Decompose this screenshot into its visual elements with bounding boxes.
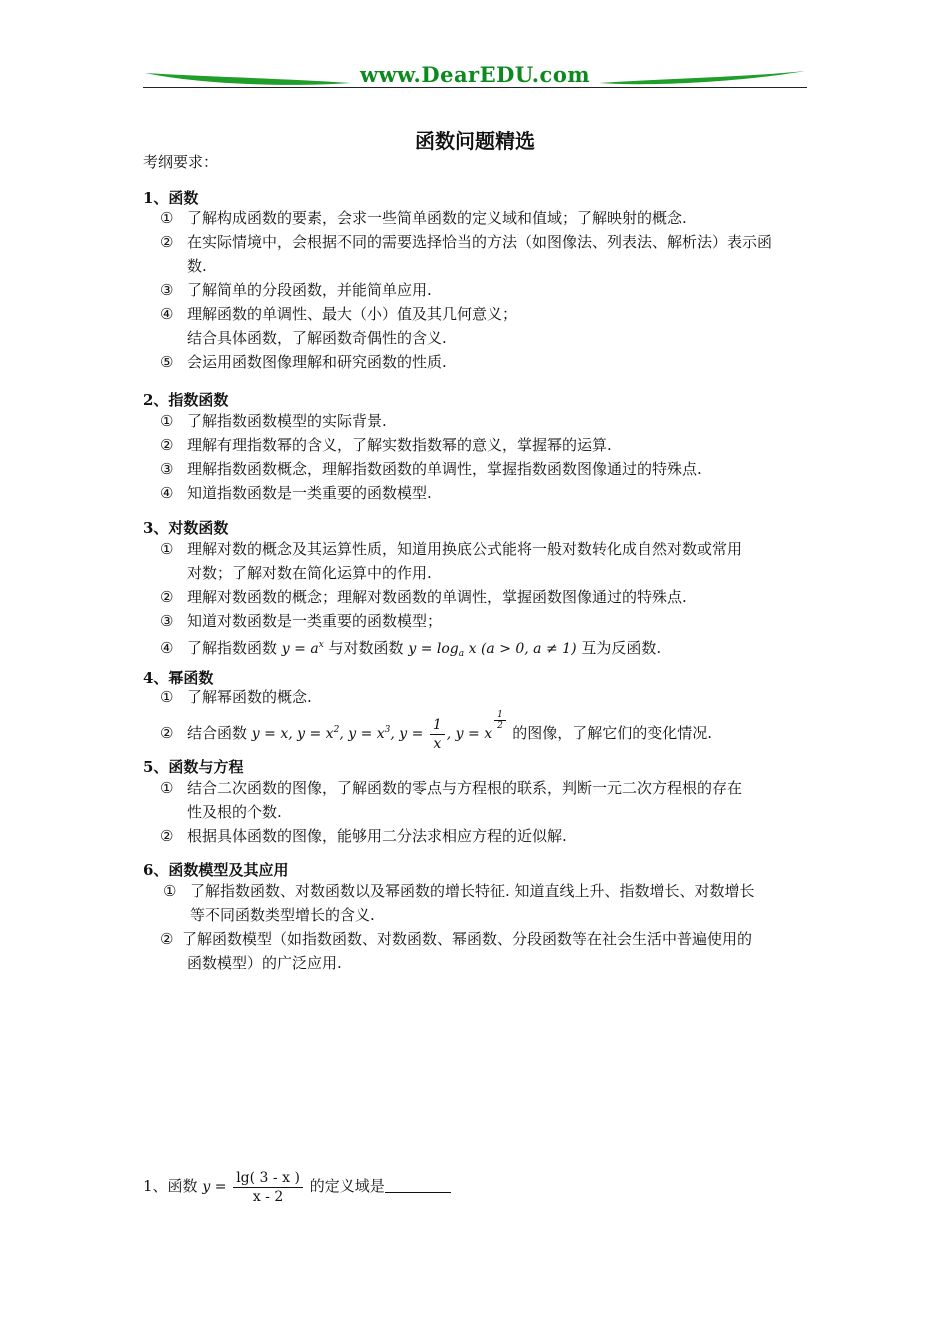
- list-item: ① 结合二次函数的图像，了解函数的零点与方程根的联系，判断一元二次方程根的存在: [160, 779, 743, 797]
- formula-power-functions: y = x, $y = x^2$, $y = x^3$, y = $\frac{1}{x}$ , y = x $\frac{1}{2}$: [252, 726, 513, 742]
- list-item: ⑤ 会运用函数图像理解和研究函数的性质.: [160, 353, 447, 371]
- header-rule: [143, 87, 807, 88]
- list-item: ② 理解有理指数幂的含义，了解实数指数幂的意义，掌握幂的运算.: [160, 436, 612, 454]
- section-heading: 2、指数函数: [143, 391, 229, 409]
- fraction-domain-question: $\frac{\lg( 3 - x )}{x - 2}$: [233, 1169, 303, 1206]
- list-item: ③ 了解简单的分段函数，并能简单应用.: [160, 281, 432, 299]
- section-heading: 4、幂函数: [143, 669, 214, 687]
- list-item-continuation: 数.: [187, 257, 207, 275]
- list-item: ② 结合函数 y = x, $y = x^2$, $y = x^3$, y = $\frac{1}{x}$ , y = x $\frac{1}{2}$ 的图像，了解它们的变化情况.: [160, 710, 713, 752]
- list-item: ④ 知道指数函数是一类重要的函数模型.: [160, 484, 432, 502]
- list-item: ② 根据具体函数的图像，能够用二分法求相应方程的近似解.: [160, 827, 567, 845]
- question-1: 1、函数 y = $\frac{\lg( 3 - x )}{x - 2}$ 的定义域是: [143, 1166, 793, 1207]
- list-item-continuation: 结合具体函数，了解函数奇偶性的含义.: [187, 329, 447, 347]
- page-title: 函数问题精选: [415, 129, 535, 153]
- syllabus-intro: 考纲要求：: [143, 153, 219, 171]
- list-item: ② 了解函数模型（如指数函数、对数函数、幂函数、分段函数等在社会生活中普遍使用的: [160, 930, 753, 948]
- section-heading: 3、对数函数: [143, 519, 229, 537]
- fraction-one-over-x: $\frac{1}{x}$: [430, 716, 445, 753]
- brand-logo: www.DearEDU.com: [359, 62, 591, 87]
- right-swoosh-graphic: [597, 65, 807, 87]
- fraction-exponent-half: $\frac{1}{2}$: [494, 710, 506, 731]
- list-item: ③ 知道对数函数是一类重要的函数模型；: [160, 612, 443, 630]
- list-item: ② 在实际情境中，会根据不同的需要选择恰当的方法（如图像法、列表法、解析法）表示函: [160, 233, 773, 251]
- list-item: ④ 理解函数的单调性、最大（小）值及其几何意义；: [160, 305, 518, 323]
- list-item-continuation: 对数；了解对数在简化运算中的作用.: [187, 564, 432, 582]
- list-item: ① 了解幂函数的概念.: [160, 688, 312, 706]
- section-heading: 5、函数与方程: [143, 758, 244, 776]
- list-item: ① 了解指数函数、对数函数以及幂函数的增长特征. 知道直线上升、指数增长、对数增长: [163, 882, 755, 900]
- site-header: [143, 62, 807, 92]
- list-item: ③ 理解指数函数概念，理解指数函数的单调性，掌握指数函数图像通过的特殊点.: [160, 460, 702, 478]
- answer-blank[interactable]: [385, 1178, 451, 1193]
- list-item: ② 理解对数函数的概念；理解对数函数的单调性，掌握函数图像通过的特殊点.: [160, 588, 687, 606]
- list-item: ① 了解指数函数模型的实际背景.: [160, 412, 387, 430]
- list-item: ① 了解构成函数的要素，会求一些简单函数的定义域和值域；了解映射的概念.: [160, 209, 687, 227]
- formula-logarithm: $y = \log_a x$ (a > 0, a ≠ 1): [408, 641, 577, 659]
- list-item-continuation: 性及根的个数.: [187, 803, 282, 821]
- list-item-continuation: 等不同函数类型增长的含义.: [190, 906, 375, 924]
- section-heading: 1、函数: [143, 189, 199, 207]
- list-item-continuation: 函数模型）的广泛应用.: [187, 954, 342, 972]
- list-item: ① 理解对数的概念及其运算性质，知道用换底公式能将一般对数转化成自然对数或常用: [160, 540, 743, 558]
- formula-exponential: $y = a^x$: [281, 640, 324, 657]
- list-item: ④ 了解指数函数 $y = a^x$ 与对数函数 $y = \log_a x$ (a > 0, a ≠ 1) 互为反函数.: [160, 639, 662, 659]
- section-heading: 6、函数模型及其应用: [143, 861, 289, 879]
